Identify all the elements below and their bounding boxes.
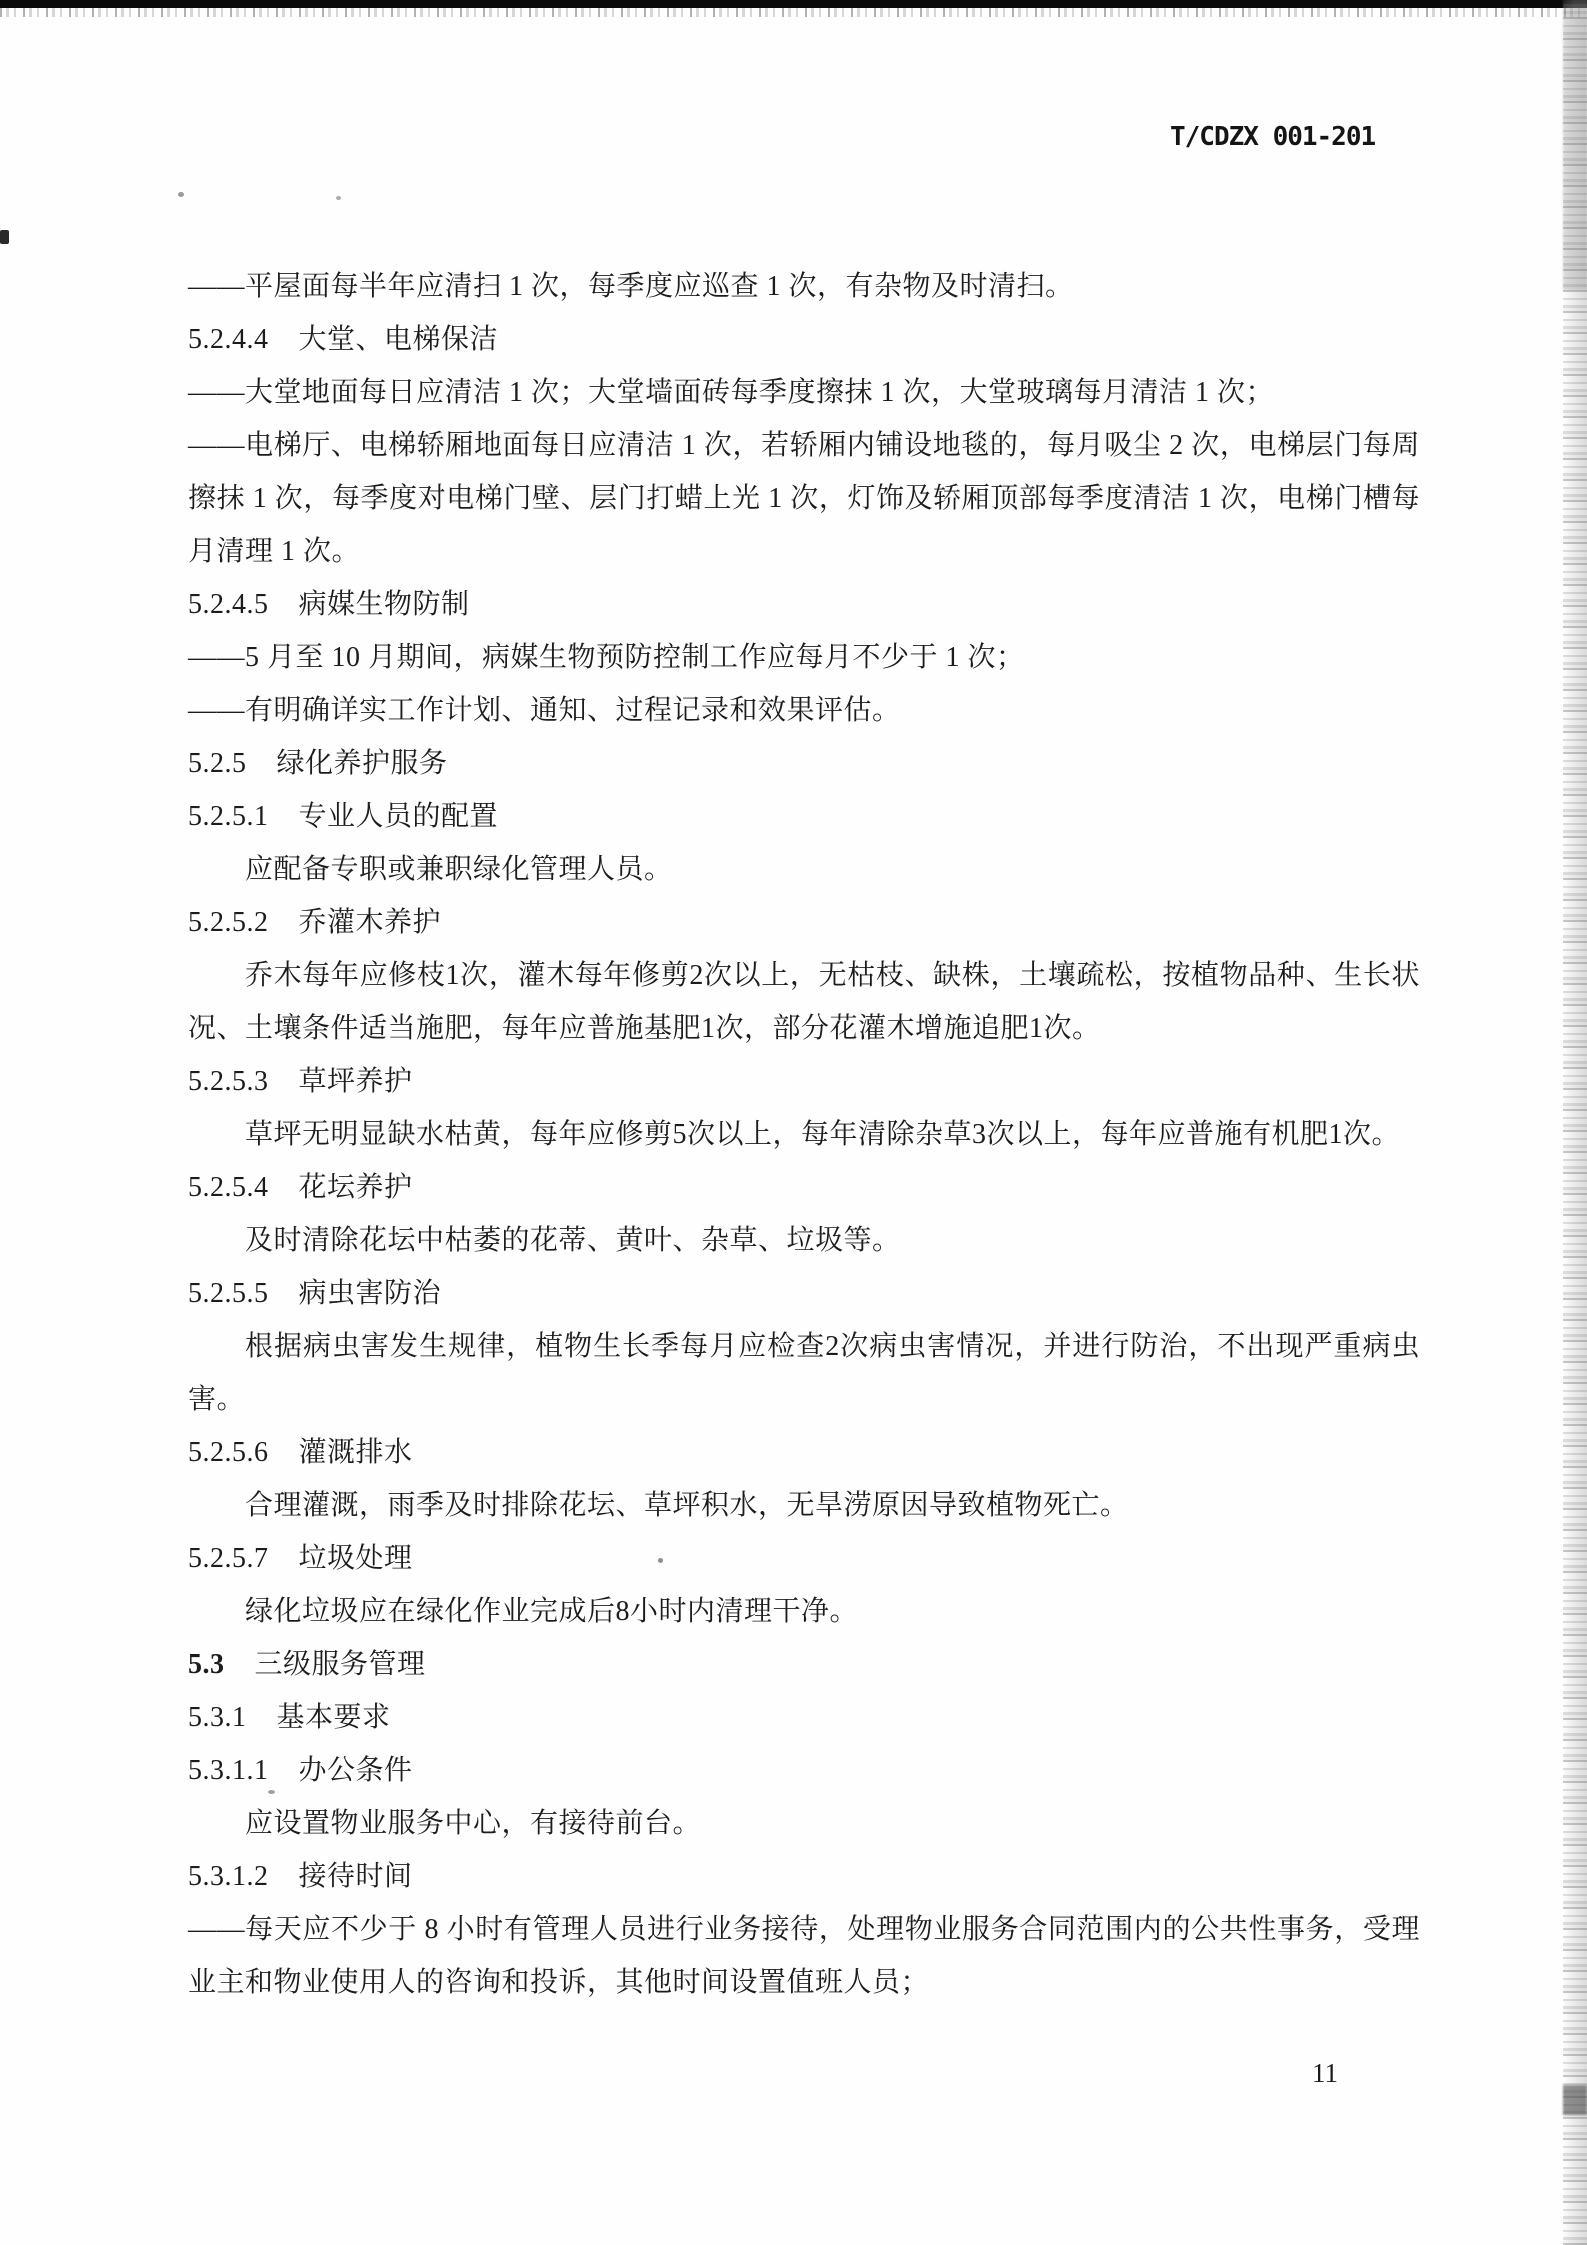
clause-number: 5.2.5.3 [188, 1066, 269, 1097]
standard-number-header: T/CDZX 001-201 [1170, 122, 1376, 152]
document-line: ——大堂地面每日应清洁 1 次；大堂墙面砖每季度擦抹 1 次，大堂玻璃每月清洁 1 次； [188, 377, 1275, 408]
clause-title: 乔灌木养护 [298, 907, 442, 938]
clause-number: 5.2.5.1 [188, 801, 269, 832]
page-number: 11 [1312, 2058, 1338, 2088]
document-line: 月清理 1 次。 [188, 536, 361, 567]
top-scan-speckle-artifact [0, 8, 1587, 17]
section-heading [188, 1691, 1420, 1744]
clause-title: 办公条件 [298, 1755, 413, 1786]
clause-number: 5.3.1.1 [188, 1755, 269, 1786]
section-heading [188, 790, 1420, 843]
document-line: 合理灌溉，雨季及时排除花坛、草坪积水，无旱涝原因导致植物死亡。 [245, 1490, 1129, 1521]
clause-title: 病虫害防治 [298, 1278, 442, 1309]
document-line: 擦抹 1 次，每季度对电梯门壁、层门打蜡上光 1 次，灯饰及轿厢顶部每季度清洁 1 次，电梯门槽每 [188, 483, 1420, 514]
document-line: 应配备专职或兼职绿化管理人员。 [245, 854, 673, 885]
section-heading [188, 1055, 1420, 1108]
document-line: 应设置物业服务中心，有接待前台。 [245, 1808, 702, 1839]
document-line: 况、土壤条件适当施肥，每年应普施基肥1次，部分花灌木增施追肥1次。 [188, 1013, 1101, 1044]
left-scan-speck-artifact [0, 230, 9, 244]
document-line: 害。 [188, 1384, 246, 1415]
clause-title: 大堂、电梯保洁 [298, 324, 499, 355]
section-heading [188, 1267, 1420, 1320]
document-line: ——5 月至 10 月期间，病媒生物预防控制工作应每月不少于 1 次； [188, 642, 1025, 673]
clause-title: 花坛养护 [298, 1172, 413, 1203]
clause-title: 三级服务管理 [254, 1649, 426, 1680]
clause-number: 5.2.4.5 [188, 589, 269, 620]
document-line: 业主和物业使用人的咨询和投诉，其他时间设置值班人员； [188, 1967, 930, 1998]
scan-speck [178, 192, 184, 197]
document-line: ——平屋面每半年应清扫 1 次，每季度应巡查 1 次，有杂物及时清扫。 [188, 271, 1074, 302]
section-heading [188, 1638, 1420, 1691]
document-line: 乔木每年应修枝1次，灌木每年修剪2次以上，无枯枝、缺株，土壤疏松，按植物品种、生长状 [245, 960, 1420, 991]
clause-number: 5.3.1 [188, 1702, 247, 1733]
clause-number: 5.2.5.7 [188, 1543, 269, 1574]
scan-speck [336, 196, 341, 200]
section-heading [188, 313, 1420, 366]
document-line: ——有明确详实工作计划、通知、过程记录和效果评估。 [188, 695, 901, 726]
clause-number: 5.3.1.2 [188, 1861, 269, 1892]
clause-title: 病媒生物防制 [298, 589, 470, 620]
clause-number: 5.2.5.2 [188, 907, 269, 938]
section-heading [188, 737, 1420, 790]
document-line: ——每天应不少于 8 小时有管理人员进行业务接待，处理物业服务合同范围内的公共性事务，受理 [188, 1914, 1420, 1945]
clause-title: 接待时间 [298, 1861, 413, 1892]
section-heading [188, 578, 1420, 631]
right-scan-edge-artifact-top [1563, 0, 1587, 290]
document-line: ——电梯厅、电梯轿厢地面每日应清洁 1 次，若轿厢内铺设地毯的，每月吸尘 2 次，电梯层门每周 [188, 430, 1420, 461]
clause-title: 专业人员的配置 [298, 801, 499, 832]
clause-title: 草坪养护 [298, 1066, 413, 1097]
clause-number: 5.2.4.4 [188, 324, 269, 355]
clause-title: 基本要求 [276, 1702, 391, 1733]
clause-number: 5.2.5.4 [188, 1172, 269, 1203]
clause-number: 5.2.5.6 [188, 1437, 269, 1468]
section-heading [188, 896, 1420, 949]
clause-title: 灌溉排水 [298, 1437, 413, 1468]
document-line: 草坪无明显缺水枯黄，每年应修剪5次以上，每年清除杂草3次以上，每年应普施有机肥1次。 [245, 1119, 1401, 1150]
document-line: 及时清除花坛中枯萎的花蒂、黄叶、杂草、垃圾等。 [245, 1225, 901, 1256]
section-heading [188, 1850, 1420, 1903]
right-scan-edge-artifact-dark-patch [1563, 2085, 1587, 2115]
section-heading [188, 1744, 1420, 1797]
document-line: 绿化垃圾应在绿化作业完成后8小时内清理干净。 [245, 1596, 859, 1627]
clause-title: 垃圾处理 [298, 1543, 413, 1574]
document-line: 根据病虫害发生规律，植物生长季每月应检查2次病虫害情况，并进行防治，不出现严重病虫 [245, 1331, 1420, 1362]
document-body [188, 260, 1420, 2009]
section-heading [188, 1426, 1420, 1479]
right-scan-edge-artifact [1563, 0, 1587, 2245]
top-scan-edge-artifact [0, 0, 1587, 8]
clause-number: 5.2.5 [188, 748, 247, 779]
clause-number: 5.2.5.5 [188, 1278, 269, 1309]
section-heading [188, 1532, 1420, 1585]
clause-number: 5.3 [188, 1649, 225, 1680]
section-heading [188, 1161, 1420, 1214]
clause-title: 绿化养护服务 [276, 748, 448, 779]
